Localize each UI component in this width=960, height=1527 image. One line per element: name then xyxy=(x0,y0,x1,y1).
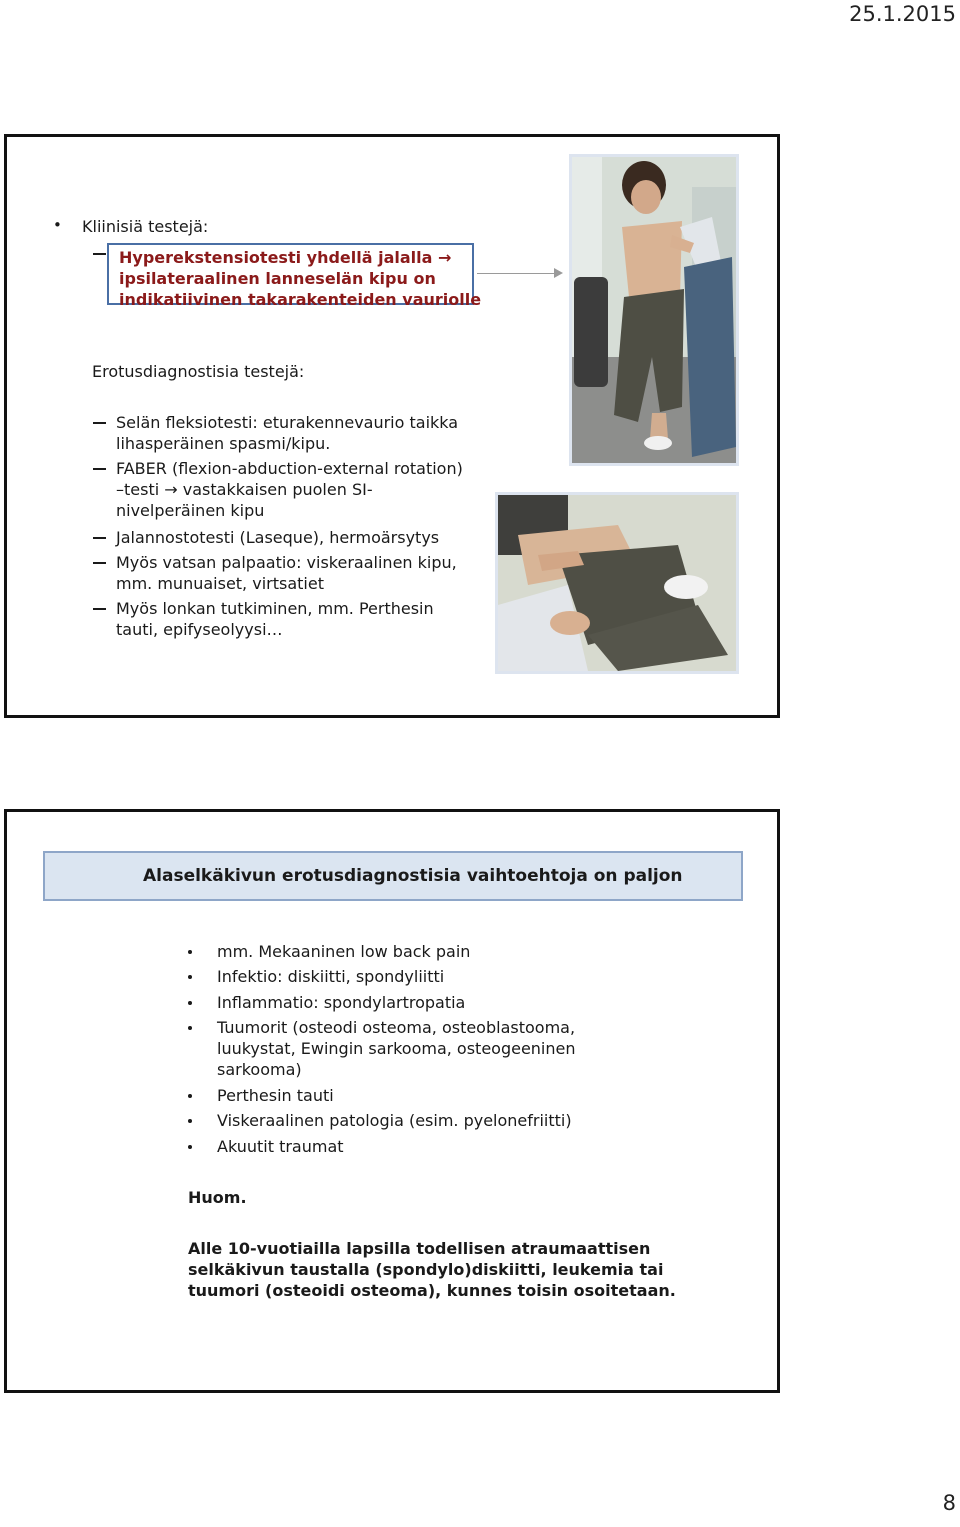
slide-title-box xyxy=(43,851,743,901)
bullet-dot xyxy=(188,1001,192,1005)
dash-marker xyxy=(93,562,106,564)
bullet-dot: • xyxy=(53,216,62,234)
bullet-dot xyxy=(188,1119,192,1123)
bullet-dot xyxy=(188,1026,192,1030)
bullet-dot xyxy=(188,975,192,979)
dash-marker xyxy=(93,537,106,539)
bullet-dot xyxy=(188,1145,192,1149)
test-item-line: tauti, epifyseolyysi… xyxy=(116,620,283,639)
slide-title: Alaselkäkivun erotusdiagnostisia vaihtoehtoja on paljon xyxy=(143,866,683,886)
bullet-dot xyxy=(188,1094,192,1098)
highlight-line: ipsilateraalinen lanneselän kipu on xyxy=(119,269,436,288)
dash-marker xyxy=(93,608,106,610)
note-line: selkäkivun taustalla (spondylo)diskiitti, leukemia tai xyxy=(188,1260,664,1279)
diagnosis-item: Tuumorit (osteodi osteoma, osteoblastooma, xyxy=(217,1018,576,1037)
test-item-line: Myös vatsan palpaatio: viskeraalinen kipu, xyxy=(116,553,457,572)
test-item-line: Selän fleksiotesti: eturakennevaurio taikka xyxy=(116,413,459,432)
test-item-line: nivelperäinen kipu xyxy=(116,501,265,520)
diagnosis-item: Inflammatio: spondylartropatia xyxy=(217,993,466,1012)
highlight-line: Hyperekstensiotesti yhdellä jalalla → xyxy=(119,248,452,267)
test-item-line: mm. munuaiset, virtsatiet xyxy=(116,574,324,593)
photo-lying-examination xyxy=(495,492,739,674)
diagnosis-item: luukystat, Ewingin sarkooma, osteogeeninen xyxy=(217,1039,576,1058)
dash-marker xyxy=(93,253,106,255)
test-item-line: lihasperäinen spasmi/kipu. xyxy=(116,434,331,453)
diagnosis-item: Infektio: diskiitti, spondyliitti xyxy=(217,967,445,986)
section-label: Erotusdiagnostisia testejä: xyxy=(92,362,305,381)
page-number: 8 xyxy=(942,1491,956,1515)
test-item-line: Jalannostotesti (Laseque), hermoärsytys xyxy=(116,528,440,547)
arrow-right-icon xyxy=(554,268,563,278)
slide-differential-diagnosis xyxy=(4,809,780,1393)
diagnosis-item: Viskeraalinen patologia (esim. pyelonefriitti) xyxy=(217,1111,572,1130)
highlight-box xyxy=(107,243,482,309)
diagnosis-item: mm. Mekaaninen low back pain xyxy=(217,942,471,961)
diagnosis-item: Perthesin tauti xyxy=(217,1086,334,1105)
photo-illustration xyxy=(572,157,736,463)
intro-label: Kliinisiä testejä: xyxy=(82,217,209,236)
test-item-line: FABER (flexion-abduction-external rotation) xyxy=(116,459,463,478)
dash-marker xyxy=(93,422,106,424)
slide-clinical-tests xyxy=(4,134,780,718)
photo-illustration xyxy=(498,495,736,671)
bullet-dot xyxy=(188,950,192,954)
test-item-line: –testi → vastakkaisen puolen SI- xyxy=(116,480,373,499)
note-label: Huom. xyxy=(188,1188,247,1207)
note-line: Alle 10-vuotiailla lapsilla todellisen atraumaattisen xyxy=(188,1239,651,1258)
header-date: 25.1.2015 xyxy=(849,2,956,26)
callout-arrow-line xyxy=(477,273,559,274)
test-item-line: Myös lonkan tutkiminen, mm. Perthesin xyxy=(116,599,434,618)
dash-marker xyxy=(93,468,106,470)
photo-hyperextension-test xyxy=(569,154,739,466)
note-line: tuumori (osteoidi osteoma), kunnes toisin osoitetaan. xyxy=(188,1281,676,1300)
diagnosis-item: sarkooma) xyxy=(217,1060,302,1079)
diagnosis-item: Akuutit traumat xyxy=(217,1137,344,1156)
highlight-line: indikatiivinen takarakenteiden vauriolle xyxy=(119,290,482,309)
